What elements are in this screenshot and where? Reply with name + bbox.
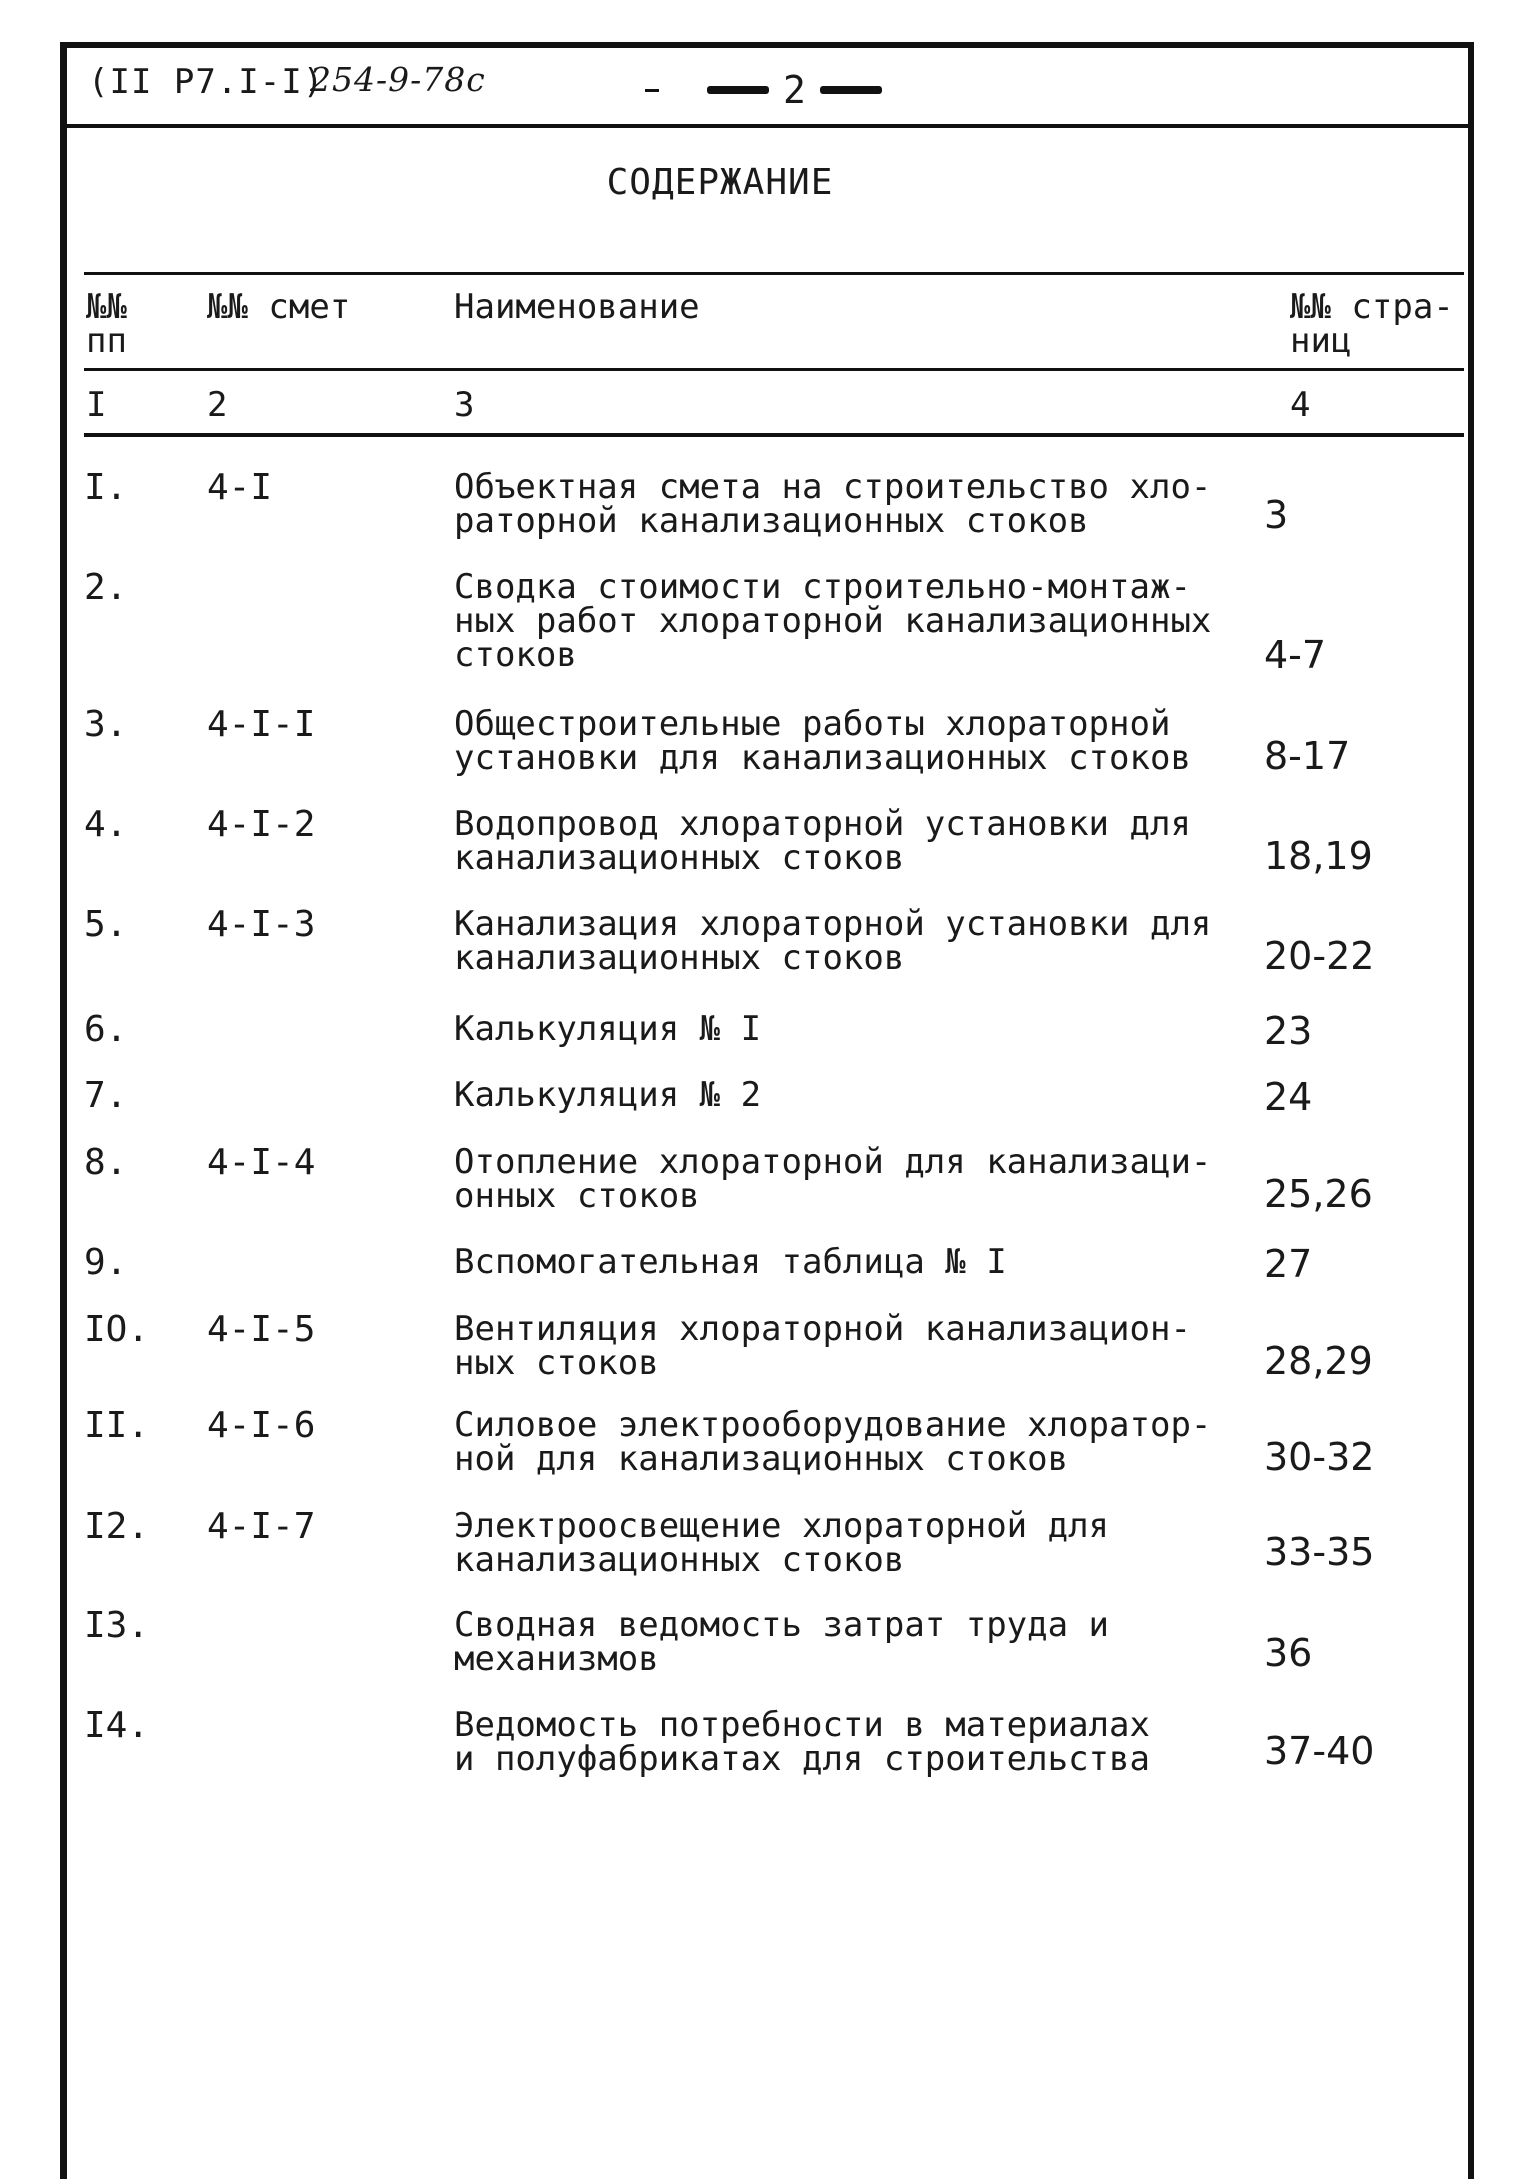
row-name: Вспомогательная таблица № I [454,1242,1007,1282]
index-cell-4: 4 [1290,385,1311,425]
row-pages: 20-22 [1264,934,1375,978]
row-pages: 36 [1264,1631,1313,1675]
row-name: Канализация хлораторной установки для канализационных стоков [454,904,1212,978]
row-pages: 30-32 [1264,1435,1375,1479]
row-name: Силовое электрооборудование хлоратор- ной для канализационных стоков [454,1405,1212,1479]
row-number: 3. [84,704,128,745]
row-number: 8. [84,1142,128,1183]
row-estimate: 4-I-7 [207,1506,316,1547]
row-name: Электроосвещение хлораторной для канализационных стоков [454,1506,1110,1580]
header-pages [1290,287,1454,361]
row-estimate: 4-I-2 [207,804,316,845]
row-estimate: 4-I-3 [207,904,316,945]
row-name: Отопление хлораторной для канализаци- онных стоков [454,1142,1212,1216]
left-bar [707,86,769,94]
row-name: Общестроительные работы хлораторной установки для канализационных стоков [454,704,1191,778]
index-cell-2: 2 [207,385,228,425]
row-name: Сводка стоимости строительно-монтаж- ных работ хлораторной канализационных стоков [454,567,1212,675]
row-number: 6. [84,1009,128,1050]
page-number [645,68,882,112]
document-code: (II P7.I-I) [88,62,325,102]
row-pages: 8-17 [1264,734,1351,778]
header-estimate: №№ смет [207,287,351,327]
row-estimate: 4-I-5 [207,1309,316,1350]
header-pages-line1: №№ стра- [1290,287,1454,327]
right-bar [820,86,882,94]
row-number: I. [84,467,128,508]
document-number: 254-9-78с [310,60,486,99]
row-number: IO. [84,1309,150,1350]
index-cell-1: I [86,385,107,425]
row-name: Сводная ведомость затрат труда и механизмов [454,1605,1110,1679]
row-pages: 27 [1264,1242,1313,1286]
row-name: Ведомость потребности в материалах и полуфабрикатах для строительства [454,1705,1150,1779]
row-estimate: 4-I [207,467,273,508]
row-number: I3. [84,1605,150,1646]
row-pages: 4-7 [1264,633,1327,677]
row-name: Калькуляция № I [454,1009,762,1049]
index-cell-3: 3 [454,385,475,425]
row-number: I2. [84,1506,150,1547]
row-pages: 23 [1264,1009,1313,1053]
table-top-rule [84,272,1464,275]
row-number: 7. [84,1075,128,1116]
row-estimate: 4-I-I [207,704,316,745]
row-pages: 33-35 [1264,1530,1375,1574]
row-number: 4. [84,804,128,845]
row-estimate: 4-I-4 [207,1142,316,1183]
row-pages: 24 [1264,1075,1313,1119]
header-rule [84,368,1464,371]
row-number: 5. [84,904,128,945]
row-pages: 37-40 [1264,1729,1375,1773]
header-name: Наименование [454,287,700,327]
page-title: СОДЕРЖАНИЕ [606,162,834,203]
row-pages: 25,26 [1264,1172,1373,1216]
index-rule [84,433,1464,437]
row-estimate: 4-I-6 [207,1405,316,1446]
header-no-line2: пп [86,321,127,361]
page-number-value: 2 [783,68,806,112]
row-number: II. [84,1405,150,1446]
row-pages: 3 [1264,493,1289,537]
row-name: Калькуляция № 2 [454,1075,762,1115]
row-number: 2. [84,567,128,608]
row-pages: 28,29 [1264,1339,1373,1383]
row-name: Вентиляция хлораторной канализацион- ных стоков [454,1309,1191,1383]
row-number: I4. [84,1705,150,1746]
row-name: Объектная смета на строительство хло- раторной канализационных стоков [454,467,1212,541]
header-no [86,287,127,361]
header-no-line1: №№ [86,287,127,327]
row-name: Водопровод хлораторной установки для канализационных стоков [454,804,1191,878]
dash-mark [645,89,659,92]
row-number: 9. [84,1242,128,1283]
header-pages-line2: ниц [1290,321,1352,361]
row-pages: 18,19 [1264,834,1373,878]
